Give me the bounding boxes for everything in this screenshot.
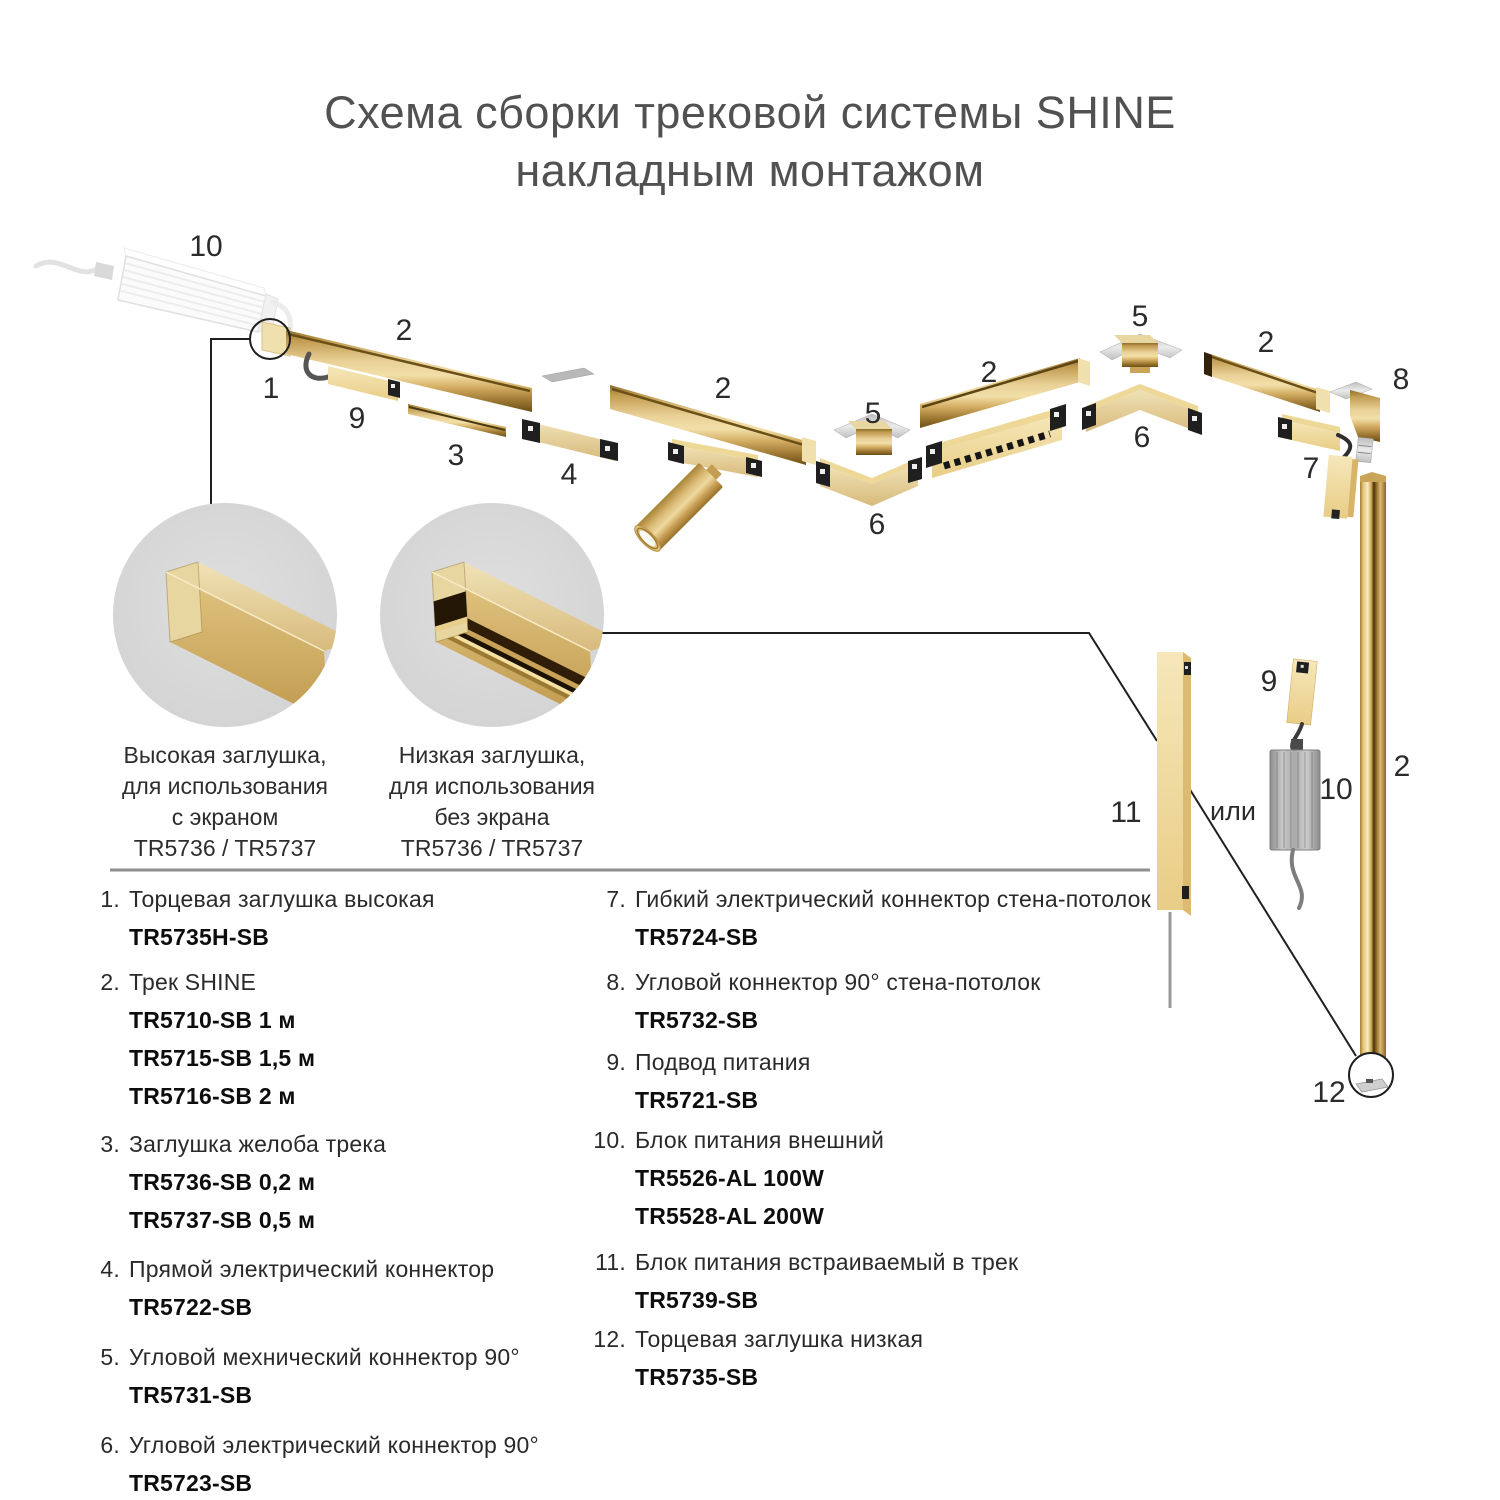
part-number: 6. (100, 1432, 120, 1458)
clip-r (908, 457, 922, 483)
groove-cap-line (409, 407, 505, 430)
track-front (1360, 482, 1386, 1068)
part-number: 2. (100, 969, 120, 995)
callout-low-cap (380, 503, 622, 727)
psu-cable (1292, 850, 1302, 908)
caption-high-cap (70, 740, 380, 864)
psu-terminal (94, 262, 114, 280)
power-feed-b (1287, 659, 1318, 725)
label-8: 8 (1392, 363, 1410, 396)
caption-line: TR5736 / TR5737 (133, 835, 317, 861)
part-number: 3. (100, 1131, 120, 1157)
linear-pin-l (930, 449, 935, 454)
psu-clip-bottom (1182, 886, 1189, 899)
label-10a: 10 (189, 230, 223, 263)
label-1: 1 (262, 372, 280, 405)
part-item-5 (88, 1338, 520, 1414)
connector-plate (542, 368, 594, 382)
flex-pin (1282, 424, 1287, 429)
label-6a: 6 (868, 508, 886, 541)
label-7: 7 (1302, 452, 1320, 485)
caption-line: с экраном (171, 804, 279, 830)
label-9a: 9 (348, 402, 366, 435)
track-segment-d (1204, 352, 1330, 413)
part-code: TR5528-AL 200W (635, 1203, 825, 1229)
part-item-9 (578, 1043, 810, 1119)
pin-l (820, 469, 825, 474)
part-item-1 (88, 880, 435, 956)
page-title-line1: Схема сборки трековой системы SHINE (324, 87, 1176, 138)
straight-connector (522, 419, 618, 461)
track-end (1316, 387, 1330, 413)
part-name: Угловой коннектор 90° стена-потолок (635, 969, 1041, 995)
part-code: TR5731-SB (129, 1382, 253, 1408)
track-end (802, 437, 816, 465)
part-name: Гибкий электрический коннектор стена-потолок (635, 886, 1151, 912)
label-2c: 2 (980, 356, 998, 389)
lead-line-low-cap-a (602, 633, 1157, 741)
part-name: Торцевая заглушка низкая (635, 1326, 924, 1352)
corner-mech-b (1100, 334, 1182, 373)
page-title-line2: накладным монтажом (515, 145, 985, 196)
part-code: TR5736-SB 0,2 м (129, 1169, 316, 1195)
label-10b: 10 (1319, 773, 1353, 806)
part-name: Прямой электрический коннектор (129, 1256, 495, 1282)
part-name: Угловой электрический коннектор 90° (129, 1432, 539, 1458)
part-item-7 (578, 880, 1151, 956)
caption-line: Высокая заглушка, (123, 742, 327, 768)
part-item-10 (578, 1121, 884, 1235)
caption-line: для использования (121, 773, 328, 799)
label-5b: 5 (1131, 300, 1149, 333)
part-name: Торцевая заглушка высокая (129, 886, 435, 912)
part-number: 1. (100, 886, 120, 912)
part-item-6 (88, 1426, 539, 1500)
track-open-end (1204, 352, 1212, 377)
part-number: 8. (606, 969, 626, 995)
in-track-psu (1157, 652, 1191, 1008)
part-item-2 (88, 963, 315, 1115)
label-2d: 2 (1257, 326, 1275, 359)
highlight-circle-low-cap (1349, 1053, 1393, 1097)
spot-pin-right (751, 463, 756, 468)
lead-line-high-cap (211, 339, 250, 504)
label-12: 12 (1312, 1076, 1346, 1109)
part-code: TR5735H-SB (129, 924, 270, 950)
part-code: TR5724-SB (635, 924, 759, 950)
part-item-12 (578, 1320, 923, 1396)
part-code: TR5722-SB (129, 1294, 253, 1320)
label-4: 4 (560, 458, 578, 491)
flex-body-v (1323, 455, 1358, 520)
caption-line: без экрана (434, 804, 550, 830)
low-cap-detail (1366, 1079, 1373, 1083)
label-or: или (1210, 796, 1256, 826)
part-number: 5. (100, 1344, 120, 1370)
label-2e: 2 (1393, 750, 1411, 783)
part-number: 7. (606, 886, 626, 912)
label-3: 3 (447, 439, 465, 472)
feed-pin (1301, 665, 1304, 668)
part-code: TR5710-SB 1 м (129, 1007, 296, 1033)
psu-front (1157, 652, 1183, 910)
page-title (0, 84, 1500, 200)
corner-body (1122, 343, 1158, 367)
corner-top (1114, 335, 1158, 343)
corner-wall-ceiling (1330, 382, 1380, 463)
pin-l (1086, 411, 1091, 416)
spot-pin-left (673, 449, 678, 454)
corner-elbow (1350, 390, 1380, 442)
corner-tab (1356, 437, 1373, 462)
part-code: TR5716-SB 2 м (129, 1083, 296, 1109)
track-end (1078, 358, 1090, 386)
corner-lip (1130, 367, 1150, 373)
label-5a: 5 (864, 397, 882, 430)
caption-low-cap (337, 740, 647, 864)
external-psu-top (36, 248, 290, 332)
linear-clip-r (1050, 404, 1066, 431)
part-number: 11. (595, 1249, 626, 1275)
pin-r (912, 464, 917, 469)
part-code: TR5732-SB (635, 1007, 759, 1033)
part-name: Заглушка желоба трека (129, 1131, 387, 1157)
label-2a: 2 (395, 314, 413, 347)
psu-side (1183, 652, 1191, 916)
label-2b: 2 (714, 372, 732, 405)
corner-elec-a (816, 457, 922, 506)
track-segment-vertical (1360, 472, 1386, 1068)
external-psu-right (1270, 739, 1320, 908)
connector-pin-left (528, 426, 533, 431)
groove-cap-body (408, 404, 506, 437)
part-number: 4. (100, 1256, 120, 1282)
part-code: TR5721-SB (635, 1087, 759, 1113)
label-6b: 6 (1133, 421, 1151, 454)
part-code: TR5739-SB (635, 1287, 759, 1313)
groove-cap (408, 404, 506, 437)
part-item-11 (578, 1243, 1018, 1319)
spot-cylinder (631, 457, 729, 555)
part-name: Трек SHINE (129, 969, 257, 995)
callout-high-cap (113, 503, 356, 727)
caption-line: Низкая заглушка, (398, 742, 586, 768)
part-number: 12. (593, 1326, 626, 1352)
part-name: Подвод питания (635, 1049, 811, 1075)
psu-pin-top (1185, 666, 1188, 669)
track-top-cut (1360, 472, 1386, 482)
part-code: TR5715-SB 1,5 м (129, 1045, 316, 1071)
part-item-8 (578, 963, 1041, 1039)
feed-clip-pin (391, 384, 395, 388)
label-11: 11 (1110, 796, 1142, 829)
psu-cable-left (36, 262, 98, 272)
part-number: 10. (593, 1127, 626, 1153)
caption-line: TR5736 / TR5737 (400, 835, 584, 861)
label-9b: 9 (1260, 665, 1278, 698)
linear-pin-r (1054, 412, 1059, 417)
part-name: Блок питания встраиваемый в трек (635, 1249, 1019, 1275)
part-item-3 (88, 1125, 386, 1239)
pin-r (1192, 416, 1197, 421)
part-number: 9. (606, 1049, 626, 1075)
feed-clip (388, 379, 400, 398)
part-code: TR5723-SB (129, 1470, 253, 1496)
part-name: Угловой мехнический коннектор 90° (129, 1344, 520, 1370)
caption-line: для использования (388, 773, 595, 799)
track-spotlight (631, 439, 762, 555)
corner-body (856, 429, 892, 455)
part-item-4 (88, 1250, 494, 1326)
connector-pin-right (605, 446, 610, 451)
part-code: TR5735-SB (635, 1364, 759, 1390)
part-name: Блок питания внешний (635, 1127, 885, 1153)
part-code: TR5526-AL 100W (635, 1165, 825, 1191)
clip-r (1188, 408, 1202, 435)
part-code: TR5737-SB 0,5 м (129, 1207, 316, 1233)
